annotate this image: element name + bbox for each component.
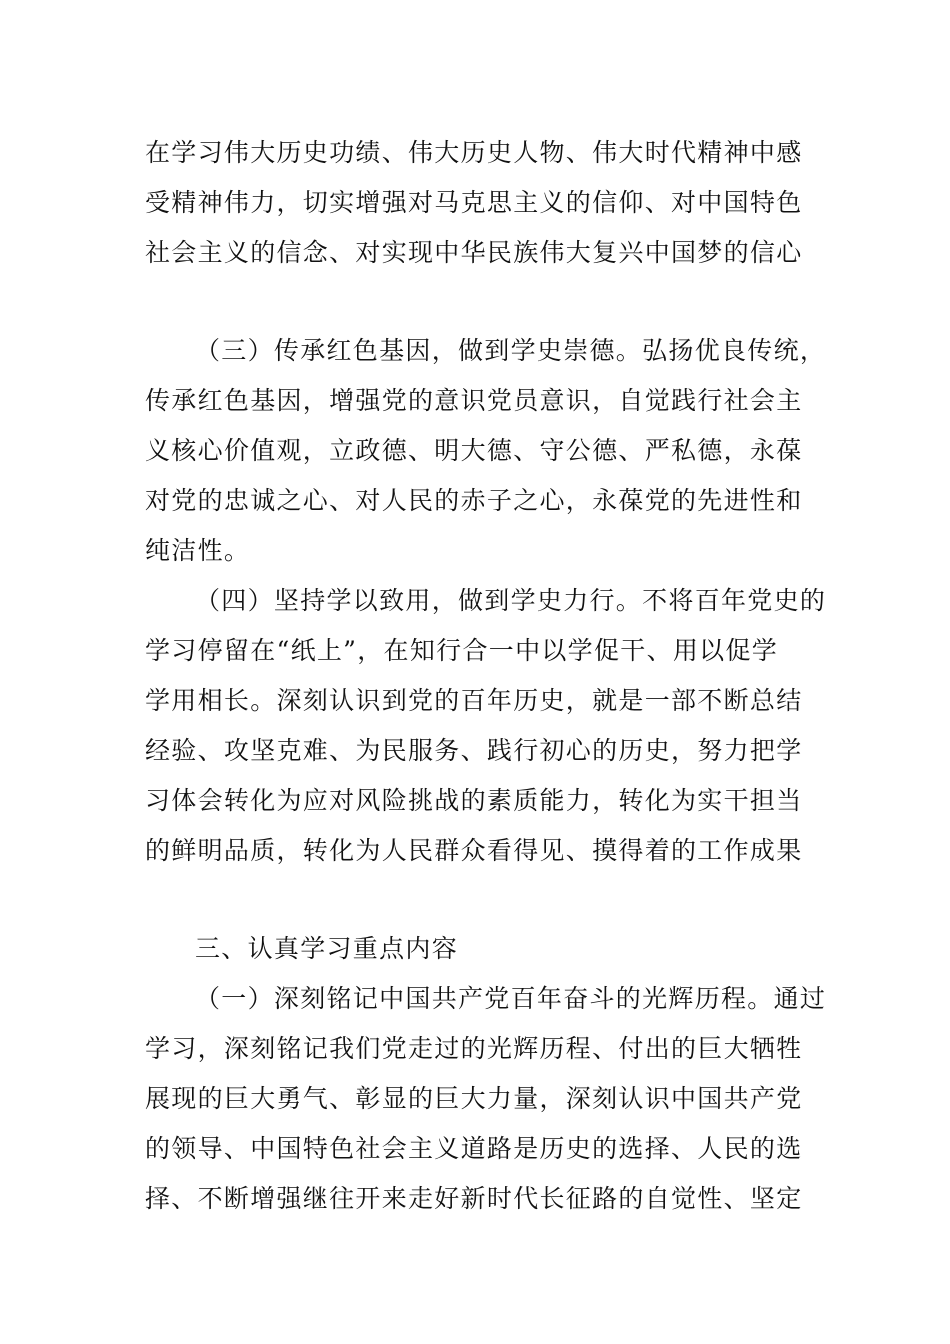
text-line: 经验、攻坚克难、为民服务、践行初心的历史，努力把学 [145, 736, 803, 765]
text-line: 的鲜明品质，转化为人民群众看得见、摸得着的工作成果 [145, 836, 803, 865]
text-line: 义核心价值观，立政德、明大德、守公德、严私德，永葆 [145, 436, 803, 465]
text-line: 在学习伟大历史功绩、伟大历史人物、伟大时代精神中感 [145, 138, 803, 167]
paragraph-heading-one: （一）深刻铭记中国共产党百年奋斗的光辉历程。通过 [195, 984, 827, 1013]
text-line: 学习，深刻铭记我们党走过的光辉历程、付出的巨大牺牲 [145, 1034, 803, 1063]
text-line: 纯洁性。 [145, 536, 251, 565]
text-line: 对党的忠诚之心、对人民的赤子之心，永葆党的先进性和 [145, 486, 803, 515]
section-heading: 三、认真学习重点内容 [195, 934, 459, 963]
text-line: 的领导、中国特色社会主义道路是历史的选择、人民的选 [145, 1134, 803, 1163]
text-line: 传承红色基因，增强党的意识党员意识，自觉践行社会主 [145, 386, 803, 415]
text-line: 受精神伟力，切实增强对马克思主义的信仰、对中国特色 [145, 188, 803, 217]
paragraph-heading-four: （四）坚持学以致用，做到学史力行。不将百年党史的 [195, 586, 827, 615]
text-line: 习体会转化为应对风险挑战的素质能力，转化为实干担当 [145, 786, 803, 815]
text-line: 学用相长。深刻认识到党的百年历史，就是一部不断总结 [145, 686, 803, 715]
text-line: 展现的巨大勇气、彰显的巨大力量，深刻认识中国共产党 [145, 1084, 803, 1113]
text-line: 社会主义的信念、对实现中华民族伟大复兴中国梦的信心 [145, 238, 803, 267]
paragraph-heading-three: （三）传承红色基因，做到学史崇德。弘扬优良传统， [195, 336, 827, 365]
text-line: 学习停留在“纸上”，在知行合一中以学促干、用以促学 [145, 636, 779, 665]
text-line: 择、不断增强继往开来走好新时代长征路的自觉性、坚定 [145, 1184, 803, 1213]
